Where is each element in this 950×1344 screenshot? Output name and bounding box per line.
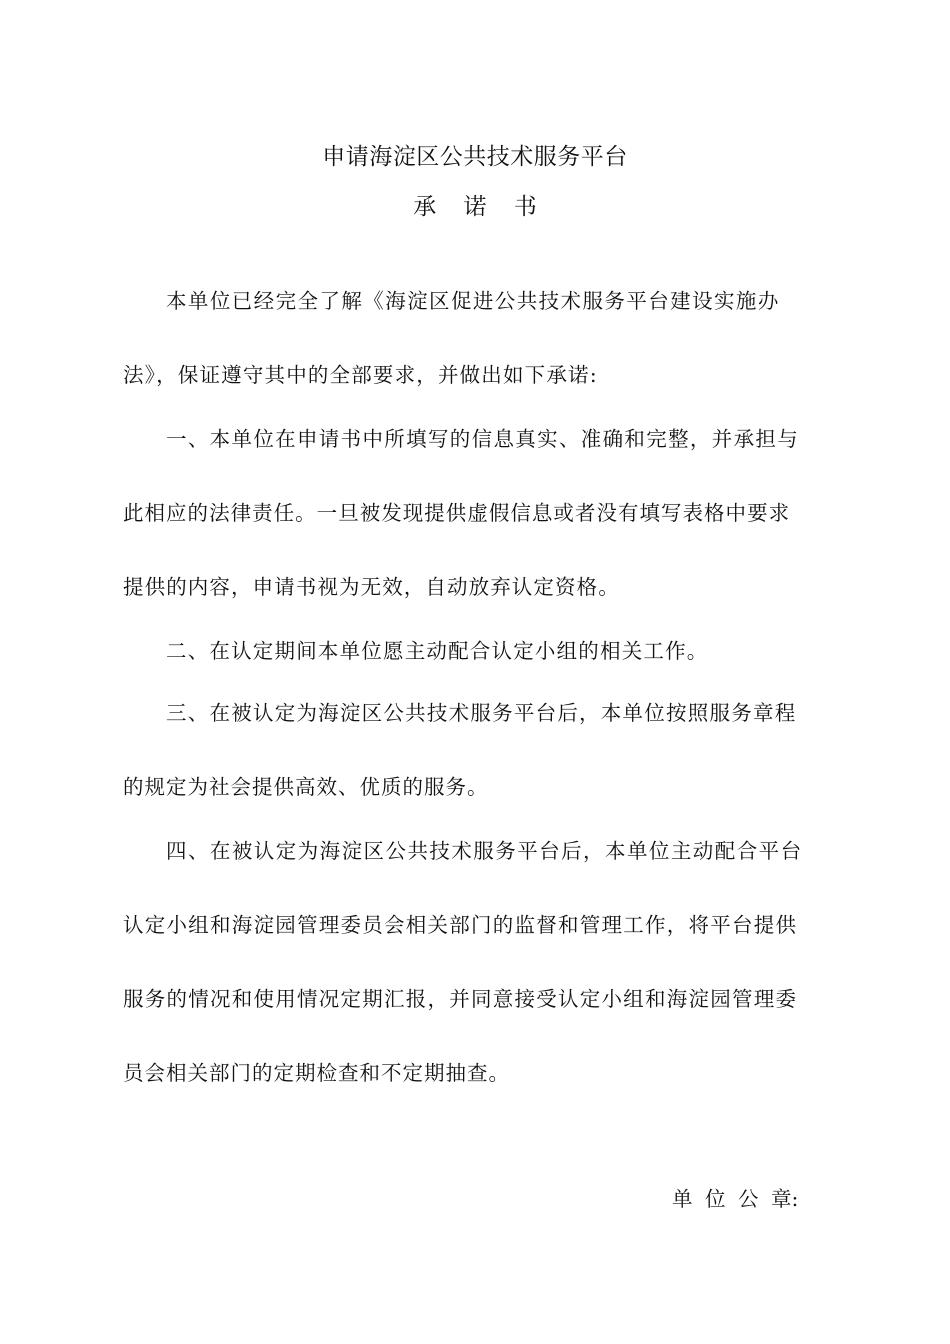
seal-label: 单 位 公 章: — [672, 1187, 799, 1211]
document-subtitle: 承 诺 书 — [413, 194, 547, 220]
paragraph-line: 服务的情况和使用情况定期汇报，并同意接受认定小组和海淀园管理委 — [123, 987, 798, 1011]
paragraph-line: 二、在认定期间本单位愿主动配合认定小组的相关工作。 — [166, 639, 709, 663]
paragraph-line: 本单位已经完全了解《海淀区促进公共技术服务平台建设实施办 — [166, 289, 780, 313]
paragraph-line: 一、本单位在申请书中所填写的信息真实、准确和完整，并承担与 — [166, 427, 800, 451]
paragraph-line: 法》，保证遵守其中的全部要求，并做出如下承诺: — [123, 363, 598, 387]
paragraph-line: 员会相关部门的定期检查和不定期抽查。 — [123, 1061, 510, 1085]
paragraph-line: 三、在被认定为海淀区公共技术服务平台后，本单位按照服务章程 — [166, 701, 797, 725]
document-title: 申请海淀区公共技术服务平台 — [322, 144, 628, 170]
paragraph-line: 认定小组和海淀园管理委员会相关部门的监督和管理工作，将平台提供 — [123, 913, 798, 937]
paragraph-line: 提供的内容，申请书视为无效，自动放弃认定资格。 — [123, 575, 620, 599]
paragraph-line: 四、在被认定为海淀区公共技术服务平台后，本单位主动配合平台 — [166, 839, 803, 863]
paragraph-line: 的规定为社会提供高效、优质的服务。 — [123, 775, 489, 799]
paragraph-line: 此相应的法律责任。一旦被发现提供虚假信息或者没有填写表格中要求 — [123, 501, 791, 525]
